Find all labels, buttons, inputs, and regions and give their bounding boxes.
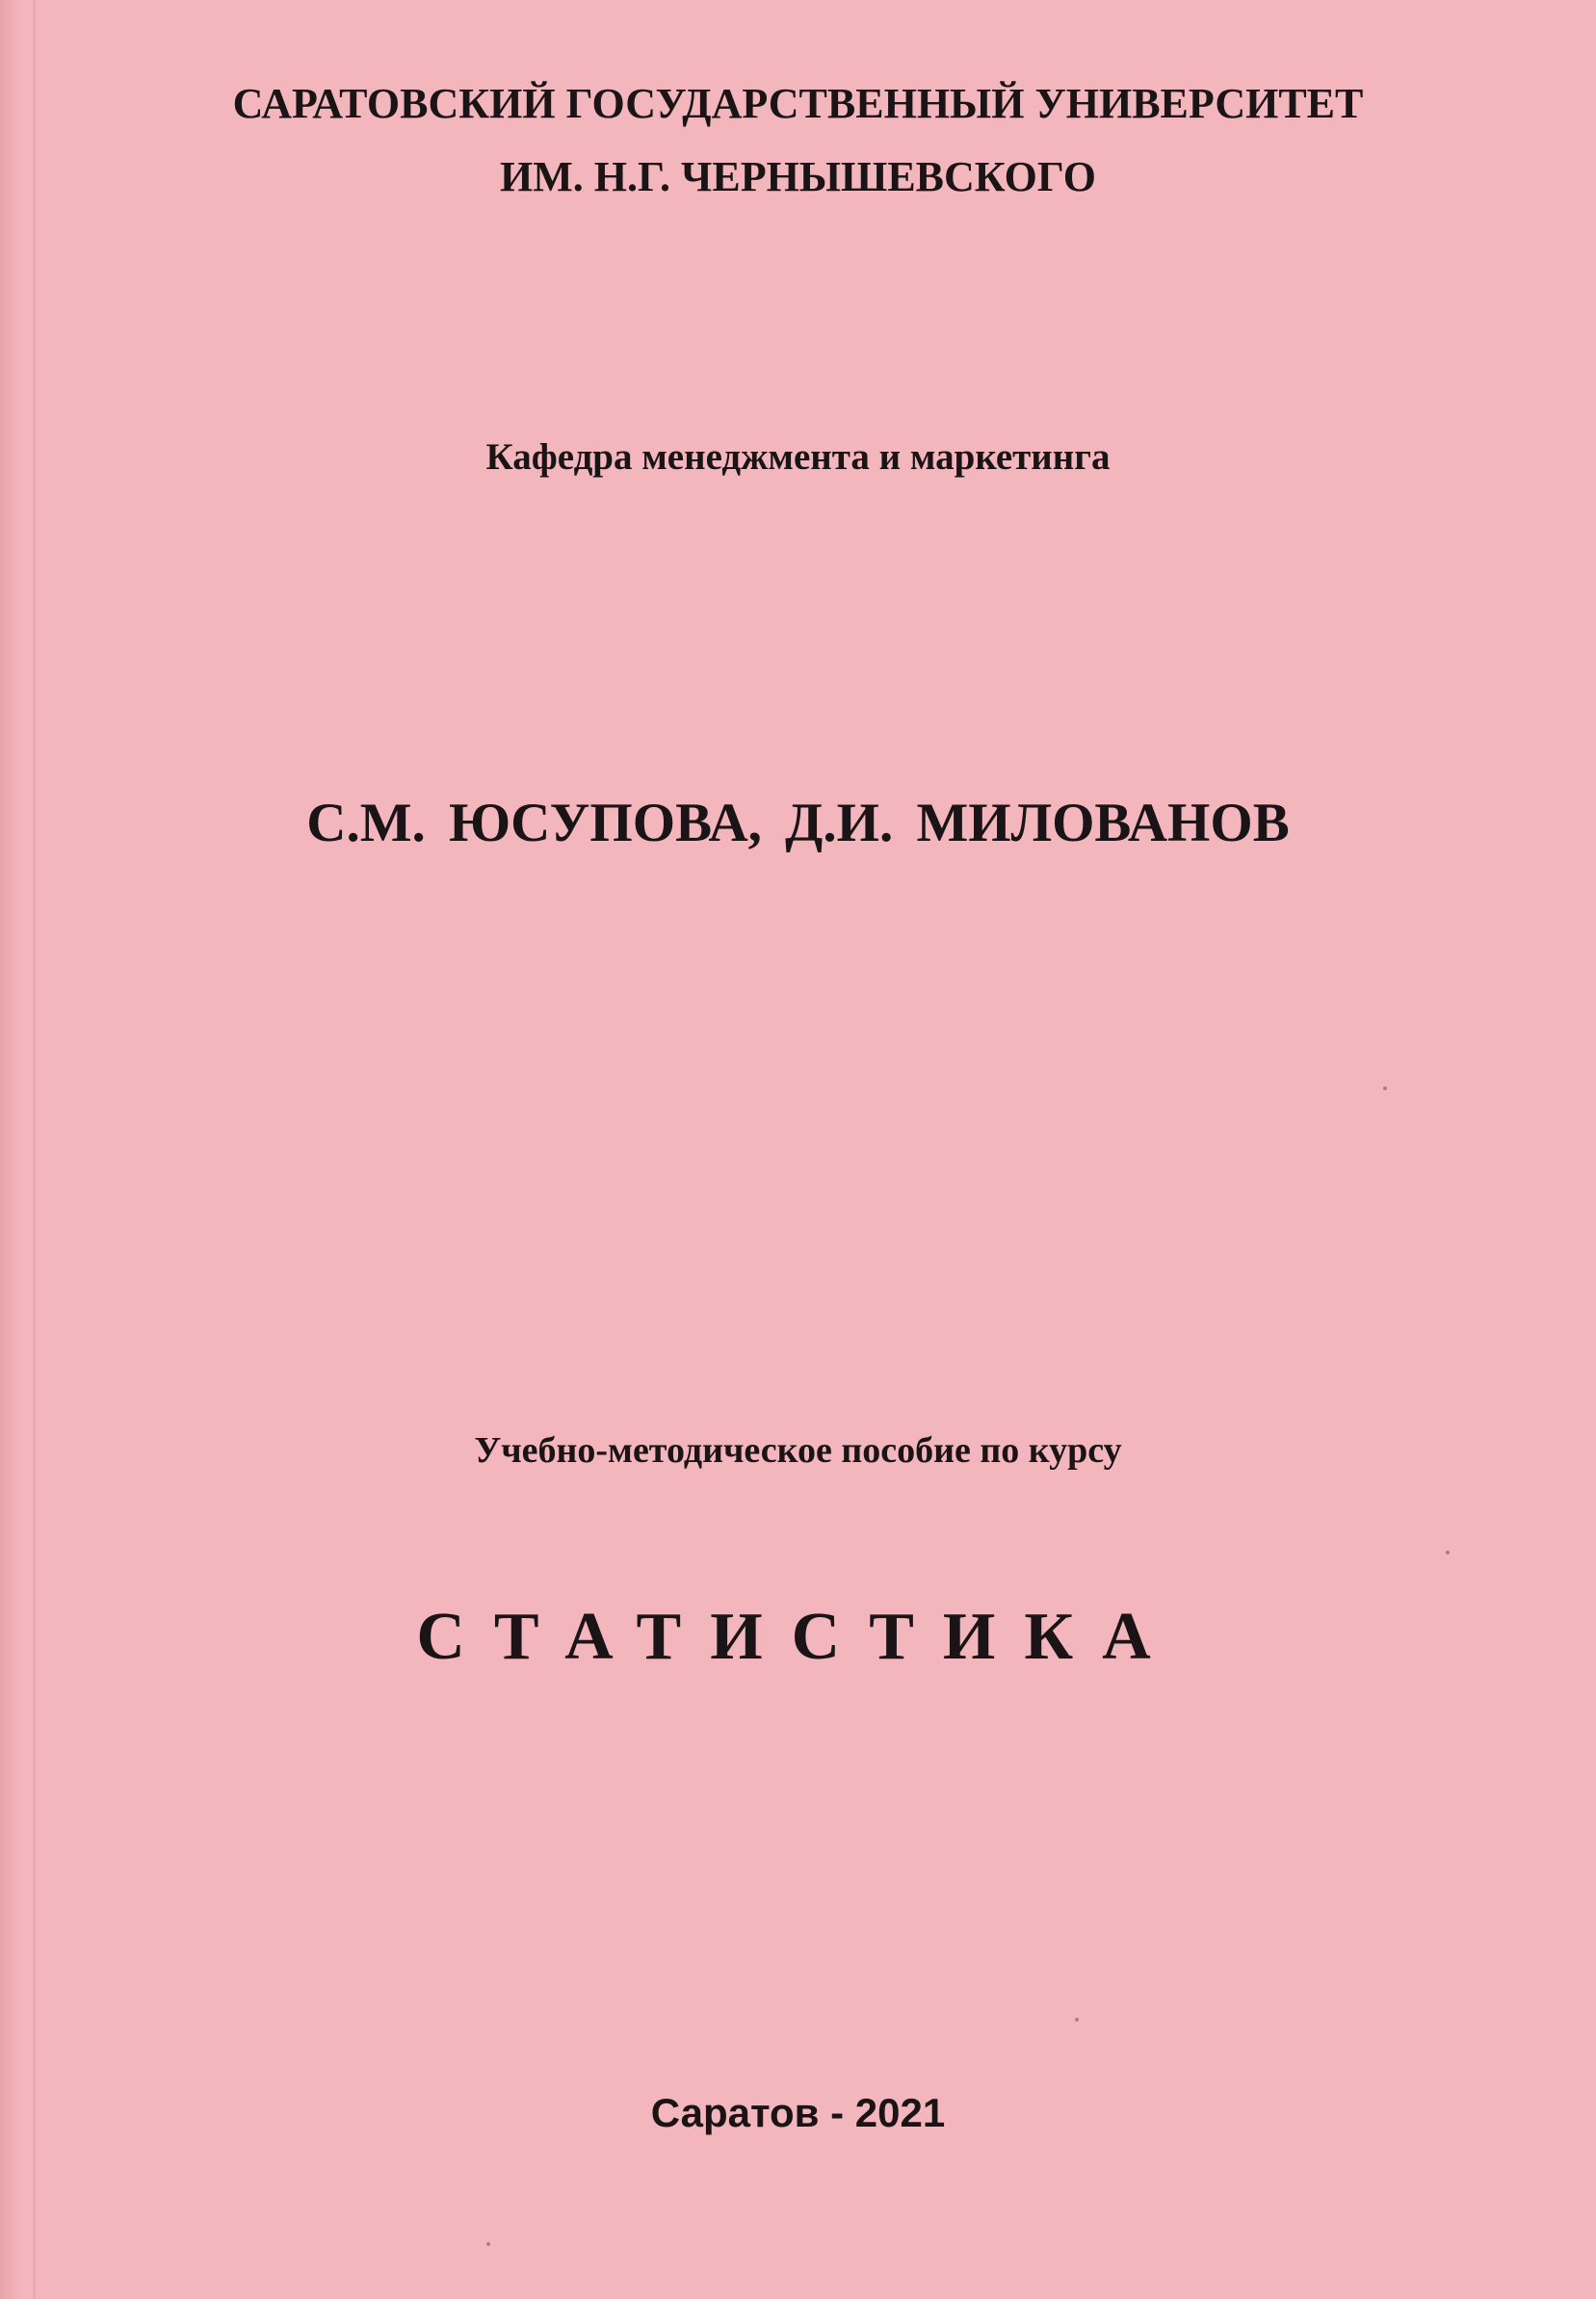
- spine-crease: [33, 0, 36, 2299]
- spine-shadow: [0, 0, 21, 2299]
- university-name-line1: САРАТОВСКИЙ ГОСУДАРСТВЕННЫЙ УНИВЕРСИТЕТ: [232, 80, 1364, 127]
- paper-speck: [1383, 1086, 1387, 1090]
- book-title: СТАТИСТИКА: [416, 1600, 1180, 1674]
- paper-speck: [1075, 2018, 1079, 2022]
- authors: С.М. ЮСУПОВА, Д.И. МИЛОВАНОВ: [306, 793, 1290, 853]
- subtitle: Учебно-методическое пособие по курсу: [474, 1430, 1122, 1471]
- paper-speck: [486, 2242, 490, 2246]
- university-name-line2: ИМ. Н.Г. ЧЕРНЫШЕВСКОГО: [500, 153, 1096, 200]
- department-name: Кафедра менеджмента и маркетинга: [485, 436, 1111, 478]
- city-year: Саратов - 2021: [650, 2090, 946, 2135]
- paper-speck: [1446, 1551, 1450, 1554]
